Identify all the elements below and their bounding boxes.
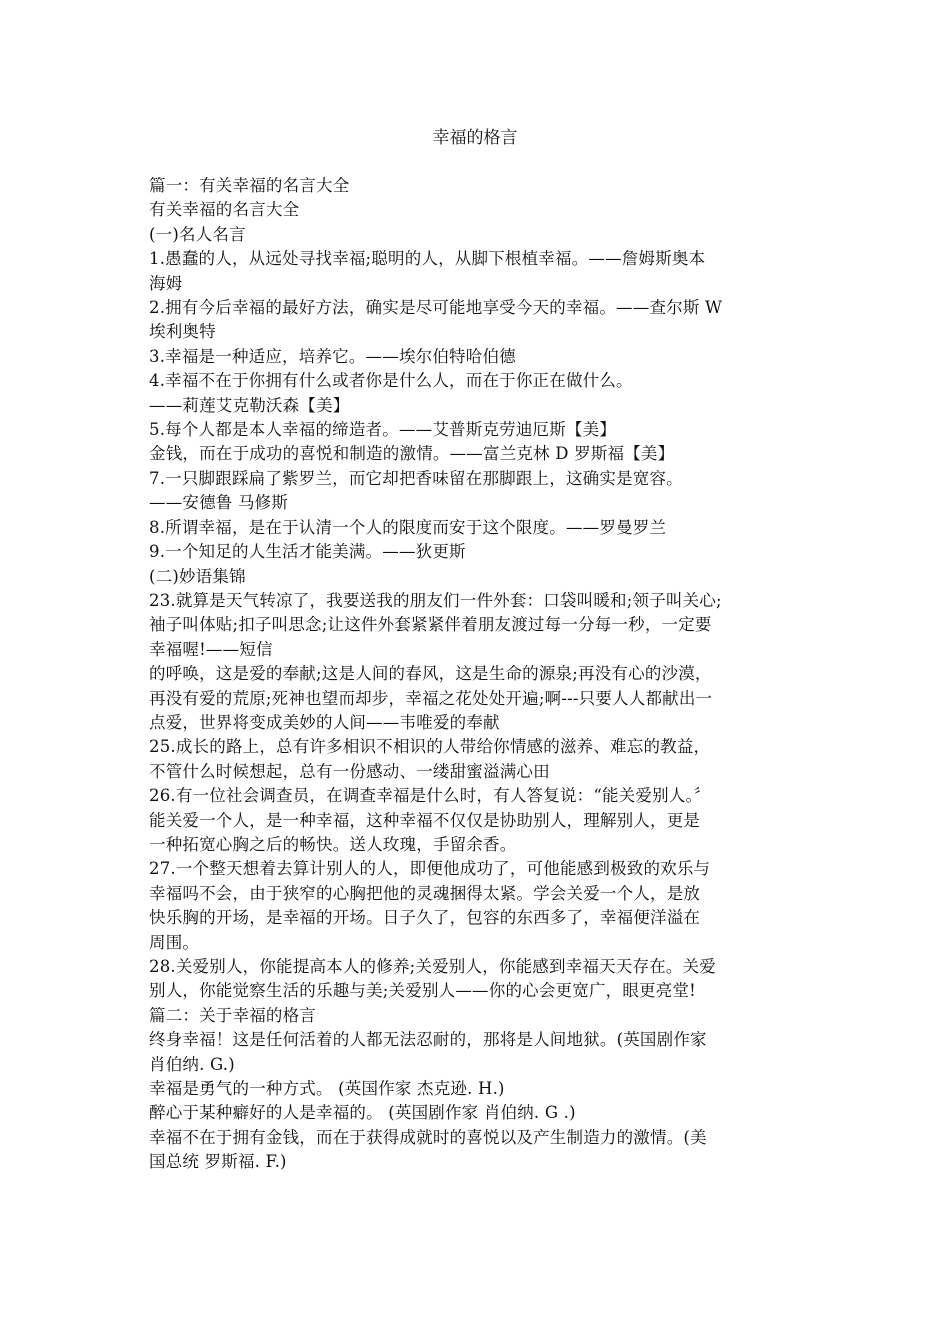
text-line: 25.成长的路上，总有许多相识不相识的人带给你情感的滋养、难忘的教益， (149, 737, 711, 757)
text-line: 幸福是勇气的一种方式。 (英国作家 杰克逊. H.) (149, 1079, 505, 1099)
text-line: 一种拓宽心胸之后的畅快。送人玫瑰，手留余香。 (149, 834, 517, 854)
text-line: 篇二：关于幸福的格言 (149, 1005, 316, 1025)
text-line: 肖伯纳. G.) (149, 1054, 235, 1074)
text-line: (二)妙语集锦 (149, 566, 246, 586)
text-line: 埃利奥特 (149, 322, 216, 342)
text-line: 有关幸福的名言大全 (149, 200, 300, 220)
document-title: 幸福的格言 (432, 128, 518, 148)
text-line: 幸福喔!——短信 (149, 639, 273, 659)
text-line: 袖子叫体贴;扣子叫思念;让这件外套紧紧伴着朋友渡过每一分每一秒，一定要 (149, 615, 712, 635)
text-line: (一)名人名言 (149, 224, 246, 244)
text-line: 能关爱一个人，是一种幸福，这种幸福不仅仅是协助别人，理解别人，更是 (149, 810, 701, 830)
text-line: ——莉莲艾克勒沃森【美】 (149, 395, 350, 415)
text-line: 23.就算是天气转凉了，我要送我的朋友们一件外套：口袋叫暖和;领子叫关心; (149, 590, 722, 610)
text-line: 幸福不在于拥有金钱，而在于获得成就时的喜悦以及产生制造力的激情。(美 (149, 1127, 707, 1147)
text-line: 4.幸福不在于你拥有什么或者你是什么人，而在于你正在做什么。 (149, 371, 633, 391)
text-line: 终身幸福！这是任何活着的人都无法忍耐的，那将是人间地狱。(英国剧作家 (149, 1030, 707, 1050)
text-line: 的呼唤，这是爱的奉献;这是人间的春风，这是生命的源泉;再没有心的沙漠， (149, 664, 712, 684)
text-line: ——安德鲁 马修斯 (149, 493, 289, 513)
text-line: 2.拥有今后幸福的最好方法，确实是尽可能地享受今天的幸福。——查尔斯 W (149, 298, 723, 318)
text-line: 3.幸福是一种适应，培养它。——埃尔伯特哈伯德 (149, 346, 516, 366)
text-line: 7.一只脚跟踩扁了紫罗兰，而它却把香味留在那脚跟上，这确实是宽容。 (149, 468, 683, 488)
text-line: 周围。 (149, 932, 200, 952)
text-line: 1.愚蠢的人，从远处寻找幸福;聪明的人，从脚下根植幸福。——詹姆斯奥本 (149, 249, 706, 269)
text-line: 金钱，而在于成功的喜悦和制造的激情。——富兰克林 D 罗斯福【美】 (149, 444, 675, 464)
text-line: 27.一个整天想着去算计别人的人，即便他成功了，可他能感到极致的欢乐与 (149, 859, 711, 879)
text-line: 点爱，世界将变成美妙的人间——韦唯爱的奉献 (149, 712, 500, 732)
text-line: 别人，你能觉察生活的乐趣与美;关爱别人——你的心会更宽广，眼更亮堂! (149, 981, 696, 1001)
text-line: 8.所谓幸福，是在于认清一个人的限度而安于这个限度。——罗曼罗兰 (149, 517, 667, 537)
text-line: 快乐胸的开场，是幸福的开场。日子久了，包容的东西多了，幸福便洋溢在 (149, 908, 701, 928)
text-line: 26.有一位社会调查员，在调查幸福是什么时，有人答复说：“能关爱别人。〞 (149, 786, 711, 806)
text-line: 醉心于某种癖好的人是幸福的。 (英国剧作家 肖伯纳. G .) (149, 1103, 576, 1123)
text-line: 海姆 (149, 273, 183, 293)
text-line: 9.一个知足的人生活才能美满。——狄更斯 (149, 542, 466, 562)
text-line: 不管什么时候想起，总有一份感动、一缕甜蜜溢满心田 (149, 761, 550, 781)
text-line: 篇一：有关幸福的名言大全 (149, 176, 350, 195)
document-body (149, 174, 809, 1175)
text-line: 5.每个人都是本人幸福的缔造者。——艾普斯克劳迪厄斯【美】 (149, 420, 617, 440)
text-line: 再没有爱的荒原;死神也望而却步，幸福之花处处开遍;啊---只要人人都献出一 (149, 688, 713, 708)
text-line: 28.关爱别人，你能提高本人的修养;关爱别人，你能感到幸福天天存在。关爱 (149, 957, 716, 976)
text-line: 幸福吗不会，由于狭窄的心胸把他的灵魂捆得太紧。学会关爱一个人，是放 (149, 883, 701, 903)
text-line: 国总统 罗斯福. F.) (149, 1152, 287, 1172)
